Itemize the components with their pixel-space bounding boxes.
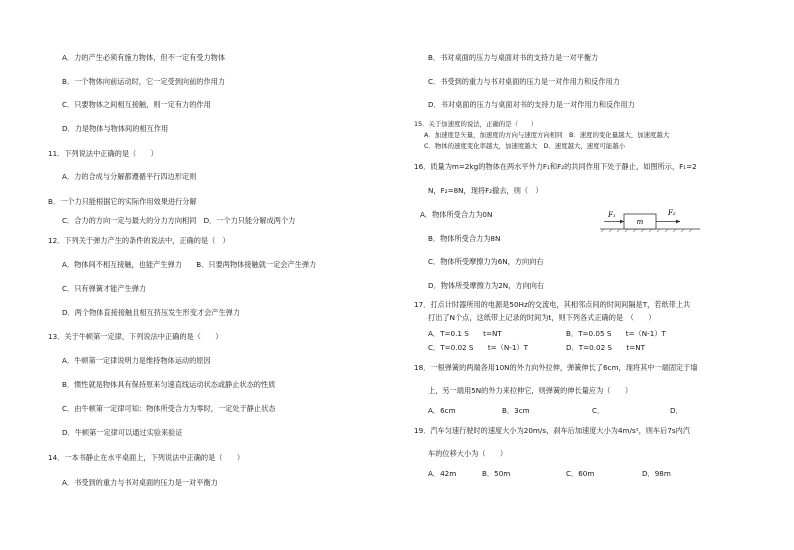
q17-option-d: D．T=0.02 S t=NT — [566, 343, 645, 352]
q12-option-c: C．只有弹簧才能产生弹力 — [62, 284, 147, 293]
q18-stem-line2: 上，另一端用5N的外力来拉伸它，则弹簧的伸长量应为（ ） — [428, 386, 633, 395]
q12-option-ab: A．物体间不相互接触，也能产生弹力 B．只要两物体接触就一定会产生弹力 — [62, 260, 317, 269]
q19-option-c: C．60m — [566, 469, 595, 478]
q16-force-diagram — [600, 205, 700, 233]
q16-option-b: B．物体所受合力为8N — [428, 234, 501, 243]
q19-option-d: D．98m — [642, 469, 671, 478]
q19-option-b: B．50m — [482, 469, 511, 478]
q13-option-a: A．牛顿第一定律说明力是维持物体运动的原因 — [62, 356, 211, 365]
q19-stem-line2: 车的位移大小为（ ） — [428, 449, 508, 458]
ground-hatching — [601, 229, 692, 232]
q13-option-b: B．惯性就是物体具有保持原来匀速直线运动状态或静止状态的性质 — [62, 380, 276, 389]
q12-option-d: D．两个物体直接接触且相互挤压发生形变才会产生弹力 — [62, 308, 241, 317]
q17-stem-line2: 打出了N个点，这纸带上记录的时间为t，则下列各式正确的是 （ ） — [428, 313, 656, 322]
q17-option-b: B．T=0.05 S t=（N-1）T — [566, 329, 666, 338]
q11-option-cd: C．合力的方向一定与最大的分力方向相同 D．一个力只能分解成两个力 — [62, 216, 296, 225]
f2-label: F₂ — [668, 209, 676, 217]
f1-arrowhead — [620, 220, 624, 224]
q11-stem: 11．下列说法中正确的是（ ） — [48, 149, 158, 158]
q16-option-d: D．物体所受摩擦力为2N，方向向右 — [428, 281, 545, 290]
q15-option-ab: A．加速度是矢量，加速度的方向与速度方向相同 B．速度的变化量越大，加速度越大 — [424, 131, 670, 139]
q14-option-b: B．书对桌面的压力与桌面对书的支持力是一对平衡力 — [428, 53, 599, 62]
f2-arrowhead — [676, 220, 680, 224]
q18-stem-line1: 18．一根弹簧的两端各用10N的外力向外拉伸，弹簧伸长了6cm，现将其中一端固定于墙 — [414, 363, 698, 372]
f1-label: F₁ — [608, 211, 616, 219]
q18-option-a: A．6cm — [428, 406, 456, 415]
q13-option-d: D．牛顿第一定律可以通过实验来验证 — [62, 428, 183, 437]
q11-option-a: A．力的合成与分解都遵循平行四边形定则 — [62, 172, 197, 181]
q17-option-c: C．T=0.02 S t=（N-1）T — [428, 343, 528, 352]
q17-stem-line1: 17．打点计时器所用的电源是50Hz的交流电，其相邻点间的时间间隔是T，若纸带上共 — [414, 300, 691, 309]
q16-option-a: A．物体所受合力为0N — [420, 210, 493, 219]
q16-stem-line2: N，F₂=8N，现将F₂撤去，则（ ） — [428, 186, 543, 195]
q16-option-c: C．物体所受摩擦力为6N，方向向右 — [428, 257, 544, 266]
q10-option-d: D．力是物体与物体间的相互作用 — [62, 124, 169, 133]
q15-stem: 15．关于加速度的说法，正确的是（ ） — [414, 120, 538, 128]
q13-option-c: C．由牛顿第一定律可知：物体所受合力为零时，一定处于静止状态 — [62, 404, 276, 413]
q17-option-a: A．T=0.1 S t=NT — [428, 329, 502, 338]
q18-option-c: C． — [592, 406, 605, 415]
q14-option-a: A．书受到的重力与书对桌面的压力是一对平衡力 — [62, 478, 218, 487]
block-m-label: m — [636, 218, 644, 226]
q13-stem: 13．关于牛顿第一定律，下列说法中正确的是（ ） — [48, 332, 223, 341]
q18-option-b: B．3cm — [502, 406, 530, 415]
q12-stem: 12．下列关于弹力产生的条件的说法中，正确的是（ ） — [48, 236, 230, 245]
q10-option-b: B．一个物体向前运动时，它一定受到向前的作用力 — [62, 77, 226, 86]
q19-stem-line1: 19．汽车匀速行驶时的速度大小为20m/s，刹车后加速度大小为4m/s²，则车后7s内汽 — [414, 426, 691, 435]
q16-stem-line1: 16．质量为m=2kg的物体在两水平外力F₁和F₂的共同作用下处于静止，如图所示，F₁=2 — [414, 162, 697, 171]
q14-stem: 14．一本书静止在水平桌面上，下列说法中正确的是（ ） — [48, 453, 245, 462]
q10-option-c: C．只要物体之间相互接触，则一定有力的作用 — [62, 100, 211, 109]
q10-option-a: A．力的产生必须有施力物体，但不一定有受力物体 — [62, 53, 226, 62]
q15-option-cd: C．物体的速度变化率越大，加速度越大 D．速度越大，速度可能越小 — [424, 142, 626, 150]
q19-option-a: A．42m — [428, 469, 457, 478]
q11-option-b: B．一个力只能根据它的实际作用效果进行分解 — [48, 197, 197, 206]
q14-option-d: D．书对桌面的压力与桌面对书的支持力是一对作用力和反作用力 — [428, 100, 635, 109]
q18-option-d: D． — [670, 406, 683, 415]
q14-option-c: C．书受到的重力与书对桌面的压力是一对作用力和反作用力 — [428, 77, 620, 86]
